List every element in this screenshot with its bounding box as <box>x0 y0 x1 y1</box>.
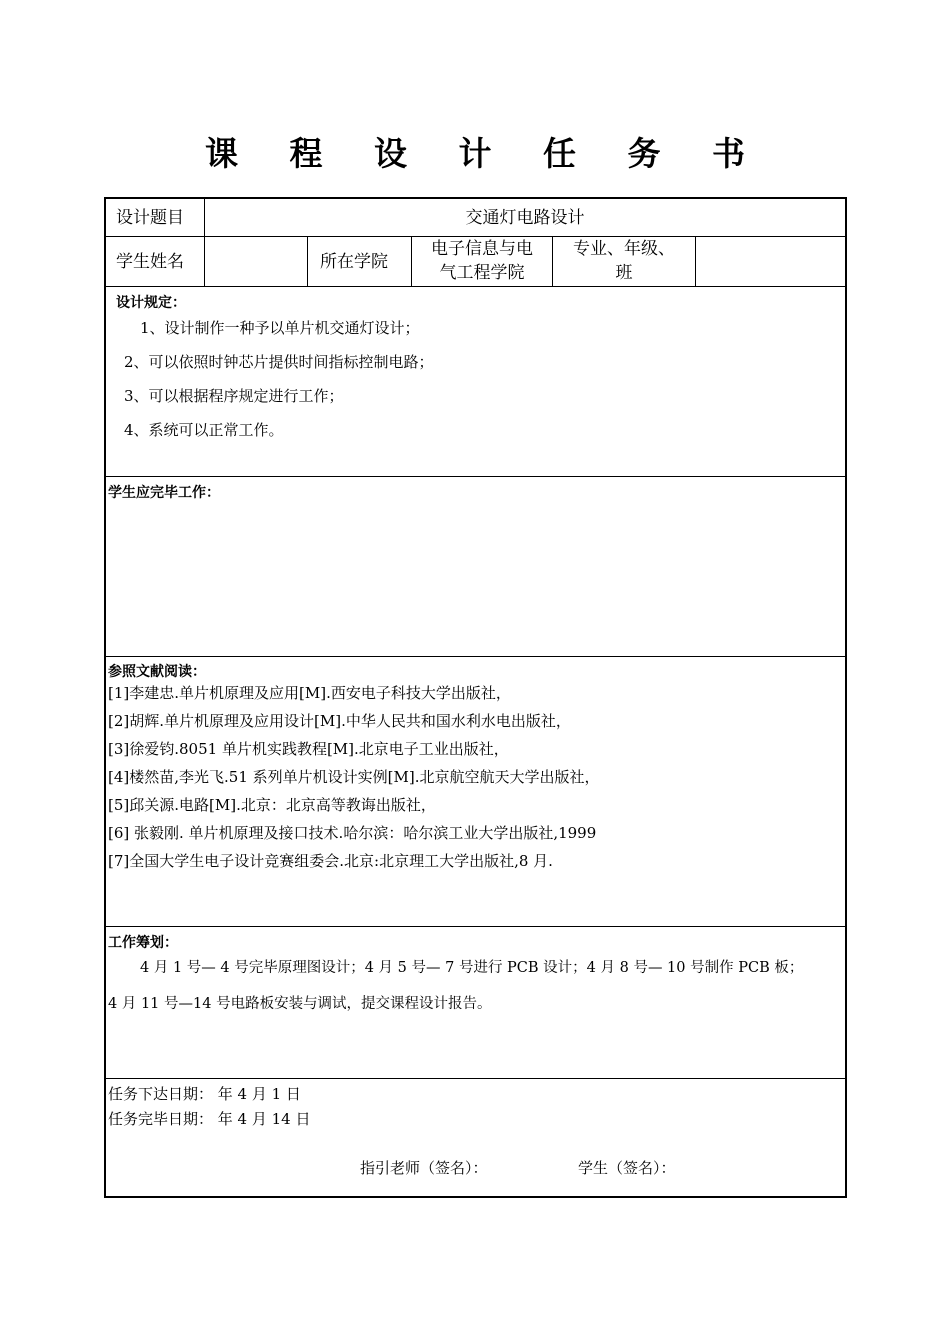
teacher-signature-label: 指引老师（签名）： <box>360 1159 488 1177</box>
row-divider <box>106 476 845 477</box>
student-name-label: 学生姓名 <box>116 252 184 272</box>
college-value-line1: 电子信息与电 <box>431 239 533 259</box>
plan-line: 4 月 1 号— 4 号完毕原理图设计；4 月 5 号— 7 号进行 PCB 设计；4 月 8 号— 10 号制作 PCB 板； <box>140 960 804 976</box>
references-heading: 参照文献阅读： <box>108 664 206 680</box>
student-signature-label: 学生（签名）： <box>578 1159 676 1177</box>
reference-item: [3]徐爱钧.8051 单片机实践教程[M].北京电子工业出版社， <box>108 740 509 758</box>
page-title: 课 程 设 计 任 务 书 <box>205 134 765 173</box>
topic-label: 设计题目 <box>116 208 184 228</box>
requirement-item: 3、可以根据程序规定进行工作； <box>124 387 344 405</box>
college-label: 所在学院 <box>320 252 388 272</box>
reference-item: [5]邱关源.电路[M].北京：北京高等教诲出版社， <box>108 796 436 814</box>
requirement-item: 1、设计制作一种予以单片机交通灯设计； <box>140 319 420 337</box>
row-divider <box>106 1078 845 1079</box>
college-value-line2: 气工程学院 <box>439 263 525 283</box>
topic-value: 交通灯电路设计 <box>465 208 585 228</box>
major-label <box>553 237 695 285</box>
plan-line: 4 月 11 号—14 号电路板安装与调试，提交课程设计报告。 <box>108 996 492 1012</box>
plan-heading: 工作筹划： <box>108 935 178 951</box>
row-divider <box>106 656 845 657</box>
reference-item: [7]全国大学生电子设计竞赛组委会.北京:北京理工大学出版社,8 月. <box>108 852 553 870</box>
row-divider <box>106 926 845 927</box>
reference-item: [4]楼然苗,李光飞.51 系列单片机设计实例[M].北京航空航天大学出版社， <box>108 768 600 786</box>
reference-item: [6] 张毅刚. 单片机原理及接口技术.哈尔滨：哈尔滨工业大学出版社,1999 <box>108 824 597 842</box>
major-label-line1: 专业、年级、 <box>573 239 675 259</box>
task-form-table <box>104 197 847 1198</box>
reference-item: [2]胡辉.单片机原理及应用设计[M].中华人民共和国水利水电出版社， <box>108 712 571 730</box>
reference-item: [1]李建忠.单片机原理及应用[M].西安电子科技大学出版社， <box>108 684 511 702</box>
column-divider <box>695 236 696 286</box>
major-label-line2: 班 <box>615 263 633 283</box>
college-value <box>412 237 552 285</box>
requirement-item: 2、可以依照时钟芯片提供时间指标控制电路； <box>124 353 434 371</box>
column-divider <box>307 236 308 286</box>
work-heading: 学生应完毕工作： <box>108 485 220 501</box>
complete-date: 任务完毕日期： 年 4 月 14 日 <box>108 1110 311 1128</box>
row-divider <box>106 286 845 287</box>
requirements-heading: 设计规定： <box>116 295 186 311</box>
requirement-item: 4、系统可以正常工作。 <box>124 421 284 439</box>
issue-date: 任务下达日期： 年 4 月 1 日 <box>108 1085 301 1103</box>
